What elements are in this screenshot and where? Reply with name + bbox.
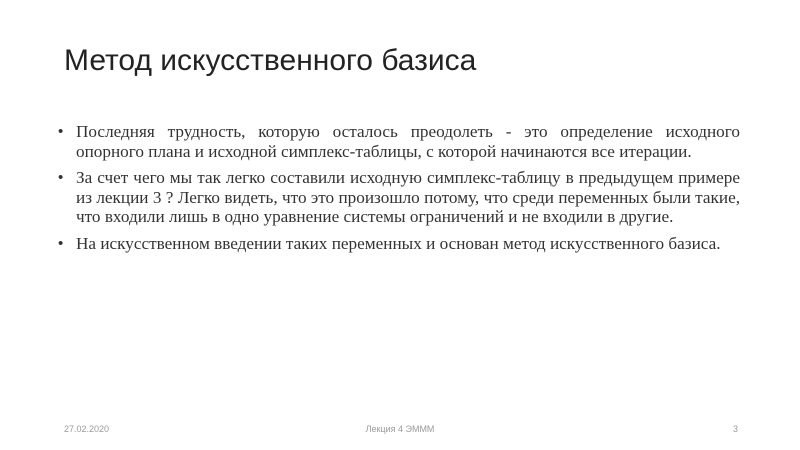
bullet-item [58,234,740,254]
bullet-list [58,122,740,261]
bullet-text: Последняя трудность, которую осталось преодолеть - это определение исходного опорного плана и исходной симплекс-таблицы, с которой начинаются все итерации. [76,122,740,161]
bullet-item [58,122,740,161]
bullet-text: На искусственном введении таких переменных и основан метод искусственного базиса. [76,233,721,253]
footer-date: 27.02.2020 [64,424,110,434]
footer-lecture-label: Лекция 4 ЭМММ [365,424,435,434]
bullet-text: За счет чего мы так легко составили исходную симплекс-таблицу в предыдущем примере из лекции 3 ? Легко видеть, что это произошло потому, что среди переменных были такие, что входили лишь в одно уравнение системы ограничений и не входили в другие. [76,168,740,227]
footer-page-number: 3 [732,424,738,434]
bullet-marker: • [58,123,64,140]
bullet-marker: • [58,234,64,252]
bullet-item [58,168,740,227]
slide-title: Метод искусственного базиса [64,44,477,77]
bullet-marker: • [58,169,64,187]
